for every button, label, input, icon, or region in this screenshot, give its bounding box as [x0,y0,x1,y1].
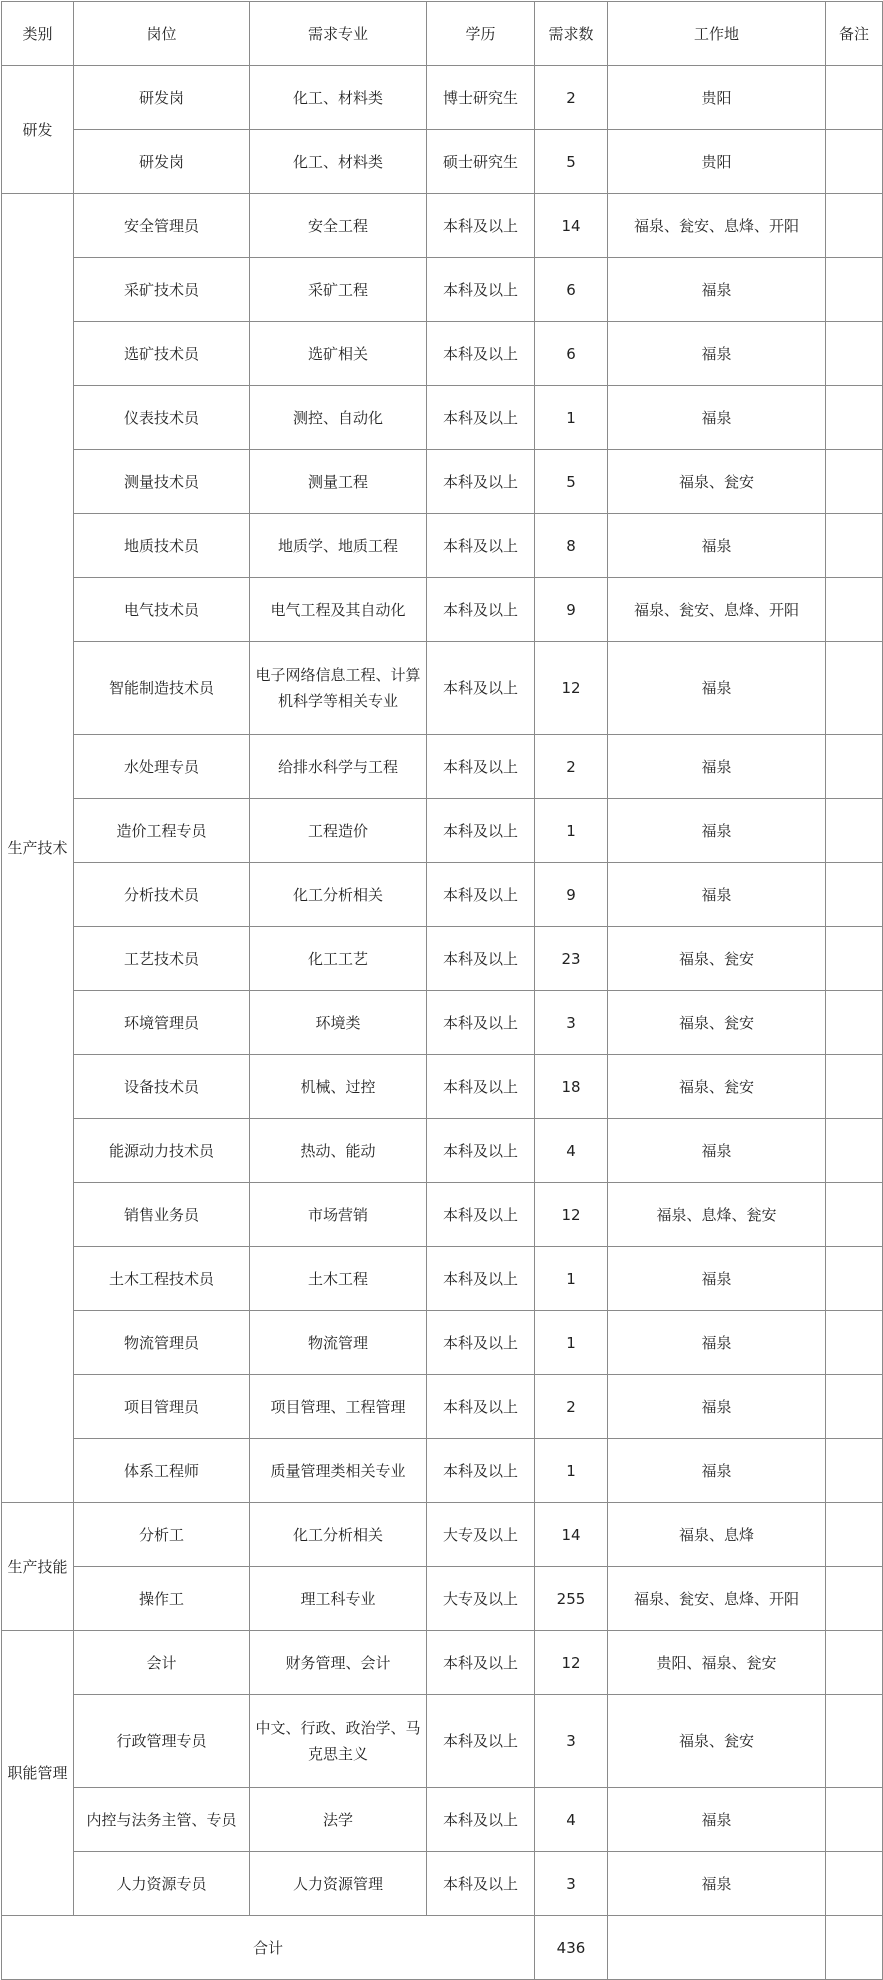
major-cell: 选矿相关 [250,322,427,386]
total-remarks-empty [826,1916,883,1980]
position-cell: 工艺技术员 [74,927,250,991]
table-row [2,927,883,991]
header-location: 工作地 [608,2,826,66]
table-row [2,1788,883,1852]
major-cell: 机械、过控 [250,1055,427,1119]
major-cell: 财务管理、会计 [250,1631,427,1695]
position-cell: 造价工程专员 [74,799,250,863]
table-row [2,578,883,642]
table-row [2,642,883,735]
remarks-cell [826,1119,883,1183]
major-cell: 中文、行政、政治学、马克思主义 [250,1695,427,1788]
count-cell: 3 [535,1852,608,1916]
count-cell: 12 [535,1183,608,1247]
major-cell: 项目管理、工程管理 [250,1375,427,1439]
count-cell: 12 [535,642,608,735]
major-cell: 测控、自动化 [250,386,427,450]
remarks-cell [826,386,883,450]
location-cell: 福泉 [608,863,826,927]
major-cell: 环境类 [250,991,427,1055]
remarks-cell [826,927,883,991]
remarks-cell [826,735,883,799]
remarks-cell [826,322,883,386]
header-position: 岗位 [74,2,250,66]
major-cell: 市场营销 [250,1183,427,1247]
count-cell: 4 [535,1788,608,1852]
education-cell: 大专及以上 [427,1503,535,1567]
major-cell: 电气工程及其自动化 [250,578,427,642]
remarks-cell [826,1375,883,1439]
education-cell: 本科及以上 [427,1183,535,1247]
location-cell: 福泉 [608,642,826,735]
count-cell: 6 [535,258,608,322]
location-cell: 福泉 [608,799,826,863]
remarks-cell [826,1695,883,1788]
education-cell: 本科及以上 [427,1631,535,1695]
total-row [2,1916,883,1980]
count-cell: 12 [535,1631,608,1695]
education-cell: 本科及以上 [427,1695,535,1788]
table-row [2,450,883,514]
count-cell: 8 [535,514,608,578]
location-cell: 福泉、瓮安 [608,1695,826,1788]
table-row [2,258,883,322]
table-row [2,1631,883,1695]
remarks-cell [826,642,883,735]
position-cell: 智能制造技术员 [74,642,250,735]
major-cell: 安全工程 [250,194,427,258]
category-cell: 生产技术 [2,194,74,1503]
count-cell: 2 [535,1375,608,1439]
remarks-cell [826,1247,883,1311]
position-cell: 项目管理员 [74,1375,250,1439]
table-row [2,735,883,799]
category-cell: 职能管理 [2,1631,74,1916]
remarks-cell [826,1567,883,1631]
location-cell: 福泉、瓮安、息烽、开阳 [608,194,826,258]
position-cell: 研发岗 [74,130,250,194]
position-cell: 测量技术员 [74,450,250,514]
header-education: 学历 [427,2,535,66]
position-cell: 采矿技术员 [74,258,250,322]
location-cell: 福泉 [608,1119,826,1183]
position-cell: 物流管理员 [74,1311,250,1375]
major-cell: 工程造价 [250,799,427,863]
education-cell: 本科及以上 [427,1055,535,1119]
remarks-cell [826,1631,883,1695]
table-row [2,194,883,258]
major-cell: 热动、能动 [250,1119,427,1183]
location-cell: 福泉、息烽 [608,1503,826,1567]
education-cell: 硕士研究生 [427,130,535,194]
position-cell: 水处理专员 [74,735,250,799]
count-cell: 1 [535,799,608,863]
category-cell: 研发 [2,66,74,194]
count-cell: 5 [535,450,608,514]
education-cell: 大专及以上 [427,1567,535,1631]
position-cell: 行政管理专员 [74,1695,250,1788]
position-cell: 能源动力技术员 [74,1119,250,1183]
remarks-cell [826,258,883,322]
location-cell: 福泉 [608,735,826,799]
table-row [2,863,883,927]
category-cell: 生产技能 [2,1503,74,1631]
major-cell: 法学 [250,1788,427,1852]
table-row [2,514,883,578]
education-cell: 本科及以上 [427,194,535,258]
location-cell: 福泉、瓮安 [608,927,826,991]
header-major: 需求专业 [250,2,427,66]
major-cell: 地质学、地质工程 [250,514,427,578]
count-cell: 23 [535,927,608,991]
major-cell: 物流管理 [250,1311,427,1375]
count-cell: 6 [535,322,608,386]
count-cell: 5 [535,130,608,194]
location-cell: 福泉、息烽、瓮安 [608,1183,826,1247]
education-cell: 本科及以上 [427,514,535,578]
major-cell: 化工工艺 [250,927,427,991]
education-cell: 本科及以上 [427,1439,535,1503]
education-cell: 本科及以上 [427,642,535,735]
table-row [2,1311,883,1375]
table-row [2,386,883,450]
table-row [2,322,883,386]
remarks-cell [826,1852,883,1916]
count-cell: 3 [535,991,608,1055]
education-cell: 本科及以上 [427,799,535,863]
major-cell: 理工科专业 [250,1567,427,1631]
table-row [2,1503,883,1567]
position-cell: 土木工程技术员 [74,1247,250,1311]
major-cell: 化工、材料类 [250,130,427,194]
count-cell: 4 [535,1119,608,1183]
location-cell: 福泉 [608,1852,826,1916]
count-cell: 1 [535,1439,608,1503]
position-cell: 电气技术员 [74,578,250,642]
location-cell: 福泉 [608,322,826,386]
position-cell: 人力资源专员 [74,1852,250,1916]
major-cell: 化工分析相关 [250,863,427,927]
location-cell: 福泉、瓮安 [608,1055,826,1119]
remarks-cell [826,450,883,514]
count-cell: 2 [535,66,608,130]
table-row [2,1183,883,1247]
total-count: 436 [535,1916,608,1980]
count-cell: 1 [535,386,608,450]
major-cell: 测量工程 [250,450,427,514]
table-row [2,1119,883,1183]
table-row [2,1852,883,1916]
remarks-cell [826,66,883,130]
position-cell: 研发岗 [74,66,250,130]
table-row [2,66,883,130]
position-cell: 内控与法务主管、专员 [74,1788,250,1852]
location-cell: 福泉 [608,1439,826,1503]
position-cell: 分析工 [74,1503,250,1567]
education-cell: 本科及以上 [427,1119,535,1183]
remarks-cell [826,1788,883,1852]
table-row [2,1695,883,1788]
total-label: 合计 [2,1916,535,1980]
total-location-empty [608,1916,826,1980]
position-cell: 操作工 [74,1567,250,1631]
education-cell: 本科及以上 [427,1788,535,1852]
location-cell: 福泉 [608,1788,826,1852]
count-cell: 1 [535,1311,608,1375]
major-cell: 质量管理类相关专业 [250,1439,427,1503]
position-cell: 销售业务员 [74,1183,250,1247]
header-remarks: 备注 [826,2,883,66]
remarks-cell [826,799,883,863]
education-cell: 本科及以上 [427,1311,535,1375]
education-cell: 本科及以上 [427,450,535,514]
major-cell: 给排水科学与工程 [250,735,427,799]
remarks-cell [826,1439,883,1503]
table-row [2,799,883,863]
table-row [2,991,883,1055]
recruitment-table [1,1,883,1980]
major-cell: 化工分析相关 [250,1503,427,1567]
education-cell: 本科及以上 [427,258,535,322]
position-cell: 仪表技术员 [74,386,250,450]
location-cell: 贵阳、福泉、瓮安 [608,1631,826,1695]
position-cell: 地质技术员 [74,514,250,578]
count-cell: 255 [535,1567,608,1631]
education-cell: 本科及以上 [427,927,535,991]
table-row [2,1439,883,1503]
position-cell: 分析技术员 [74,863,250,927]
remarks-cell [826,130,883,194]
education-cell: 本科及以上 [427,578,535,642]
major-cell: 土木工程 [250,1247,427,1311]
education-cell: 本科及以上 [427,322,535,386]
location-cell: 福泉 [608,386,826,450]
table-row [2,1375,883,1439]
education-cell: 本科及以上 [427,1375,535,1439]
position-cell: 选矿技术员 [74,322,250,386]
remarks-cell [826,1055,883,1119]
major-cell: 化工、材料类 [250,66,427,130]
location-cell: 福泉 [608,514,826,578]
table-row [2,1055,883,1119]
position-cell: 设备技术员 [74,1055,250,1119]
remarks-cell [826,1503,883,1567]
location-cell: 福泉、瓮安 [608,991,826,1055]
table-row [2,130,883,194]
count-cell: 2 [535,735,608,799]
location-cell: 福泉、瓮安 [608,450,826,514]
count-cell: 9 [535,863,608,927]
count-cell: 14 [535,1503,608,1567]
position-cell: 环境管理员 [74,991,250,1055]
remarks-cell [826,1183,883,1247]
education-cell: 本科及以上 [427,863,535,927]
remarks-cell [826,578,883,642]
count-cell: 18 [535,1055,608,1119]
remarks-cell [826,863,883,927]
count-cell: 1 [535,1247,608,1311]
location-cell: 福泉 [608,1375,826,1439]
table-row [2,1247,883,1311]
remarks-cell [826,514,883,578]
education-cell: 本科及以上 [427,991,535,1055]
position-cell: 体系工程师 [74,1439,250,1503]
remarks-cell [826,1311,883,1375]
remarks-cell [826,194,883,258]
position-cell: 安全管理员 [74,194,250,258]
count-cell: 9 [535,578,608,642]
major-cell: 人力资源管理 [250,1852,427,1916]
education-cell: 本科及以上 [427,386,535,450]
location-cell: 福泉、瓮安、息烽、开阳 [608,1567,826,1631]
position-cell: 会计 [74,1631,250,1695]
location-cell: 福泉 [608,1247,826,1311]
location-cell: 福泉 [608,1311,826,1375]
location-cell: 贵阳 [608,130,826,194]
header-count: 需求数 [535,2,608,66]
location-cell: 福泉 [608,258,826,322]
education-cell: 本科及以上 [427,735,535,799]
major-cell: 采矿工程 [250,258,427,322]
count-cell: 14 [535,194,608,258]
remarks-cell [826,991,883,1055]
education-cell: 本科及以上 [427,1247,535,1311]
count-cell: 3 [535,1695,608,1788]
major-cell: 电子网络信息工程、计算机科学等相关专业 [250,642,427,735]
location-cell: 贵阳 [608,66,826,130]
table-row [2,1567,883,1631]
header-category: 类别 [2,2,74,66]
location-cell: 福泉、瓮安、息烽、开阳 [608,578,826,642]
header-row [2,2,883,66]
education-cell: 博士研究生 [427,66,535,130]
education-cell: 本科及以上 [427,1852,535,1916]
